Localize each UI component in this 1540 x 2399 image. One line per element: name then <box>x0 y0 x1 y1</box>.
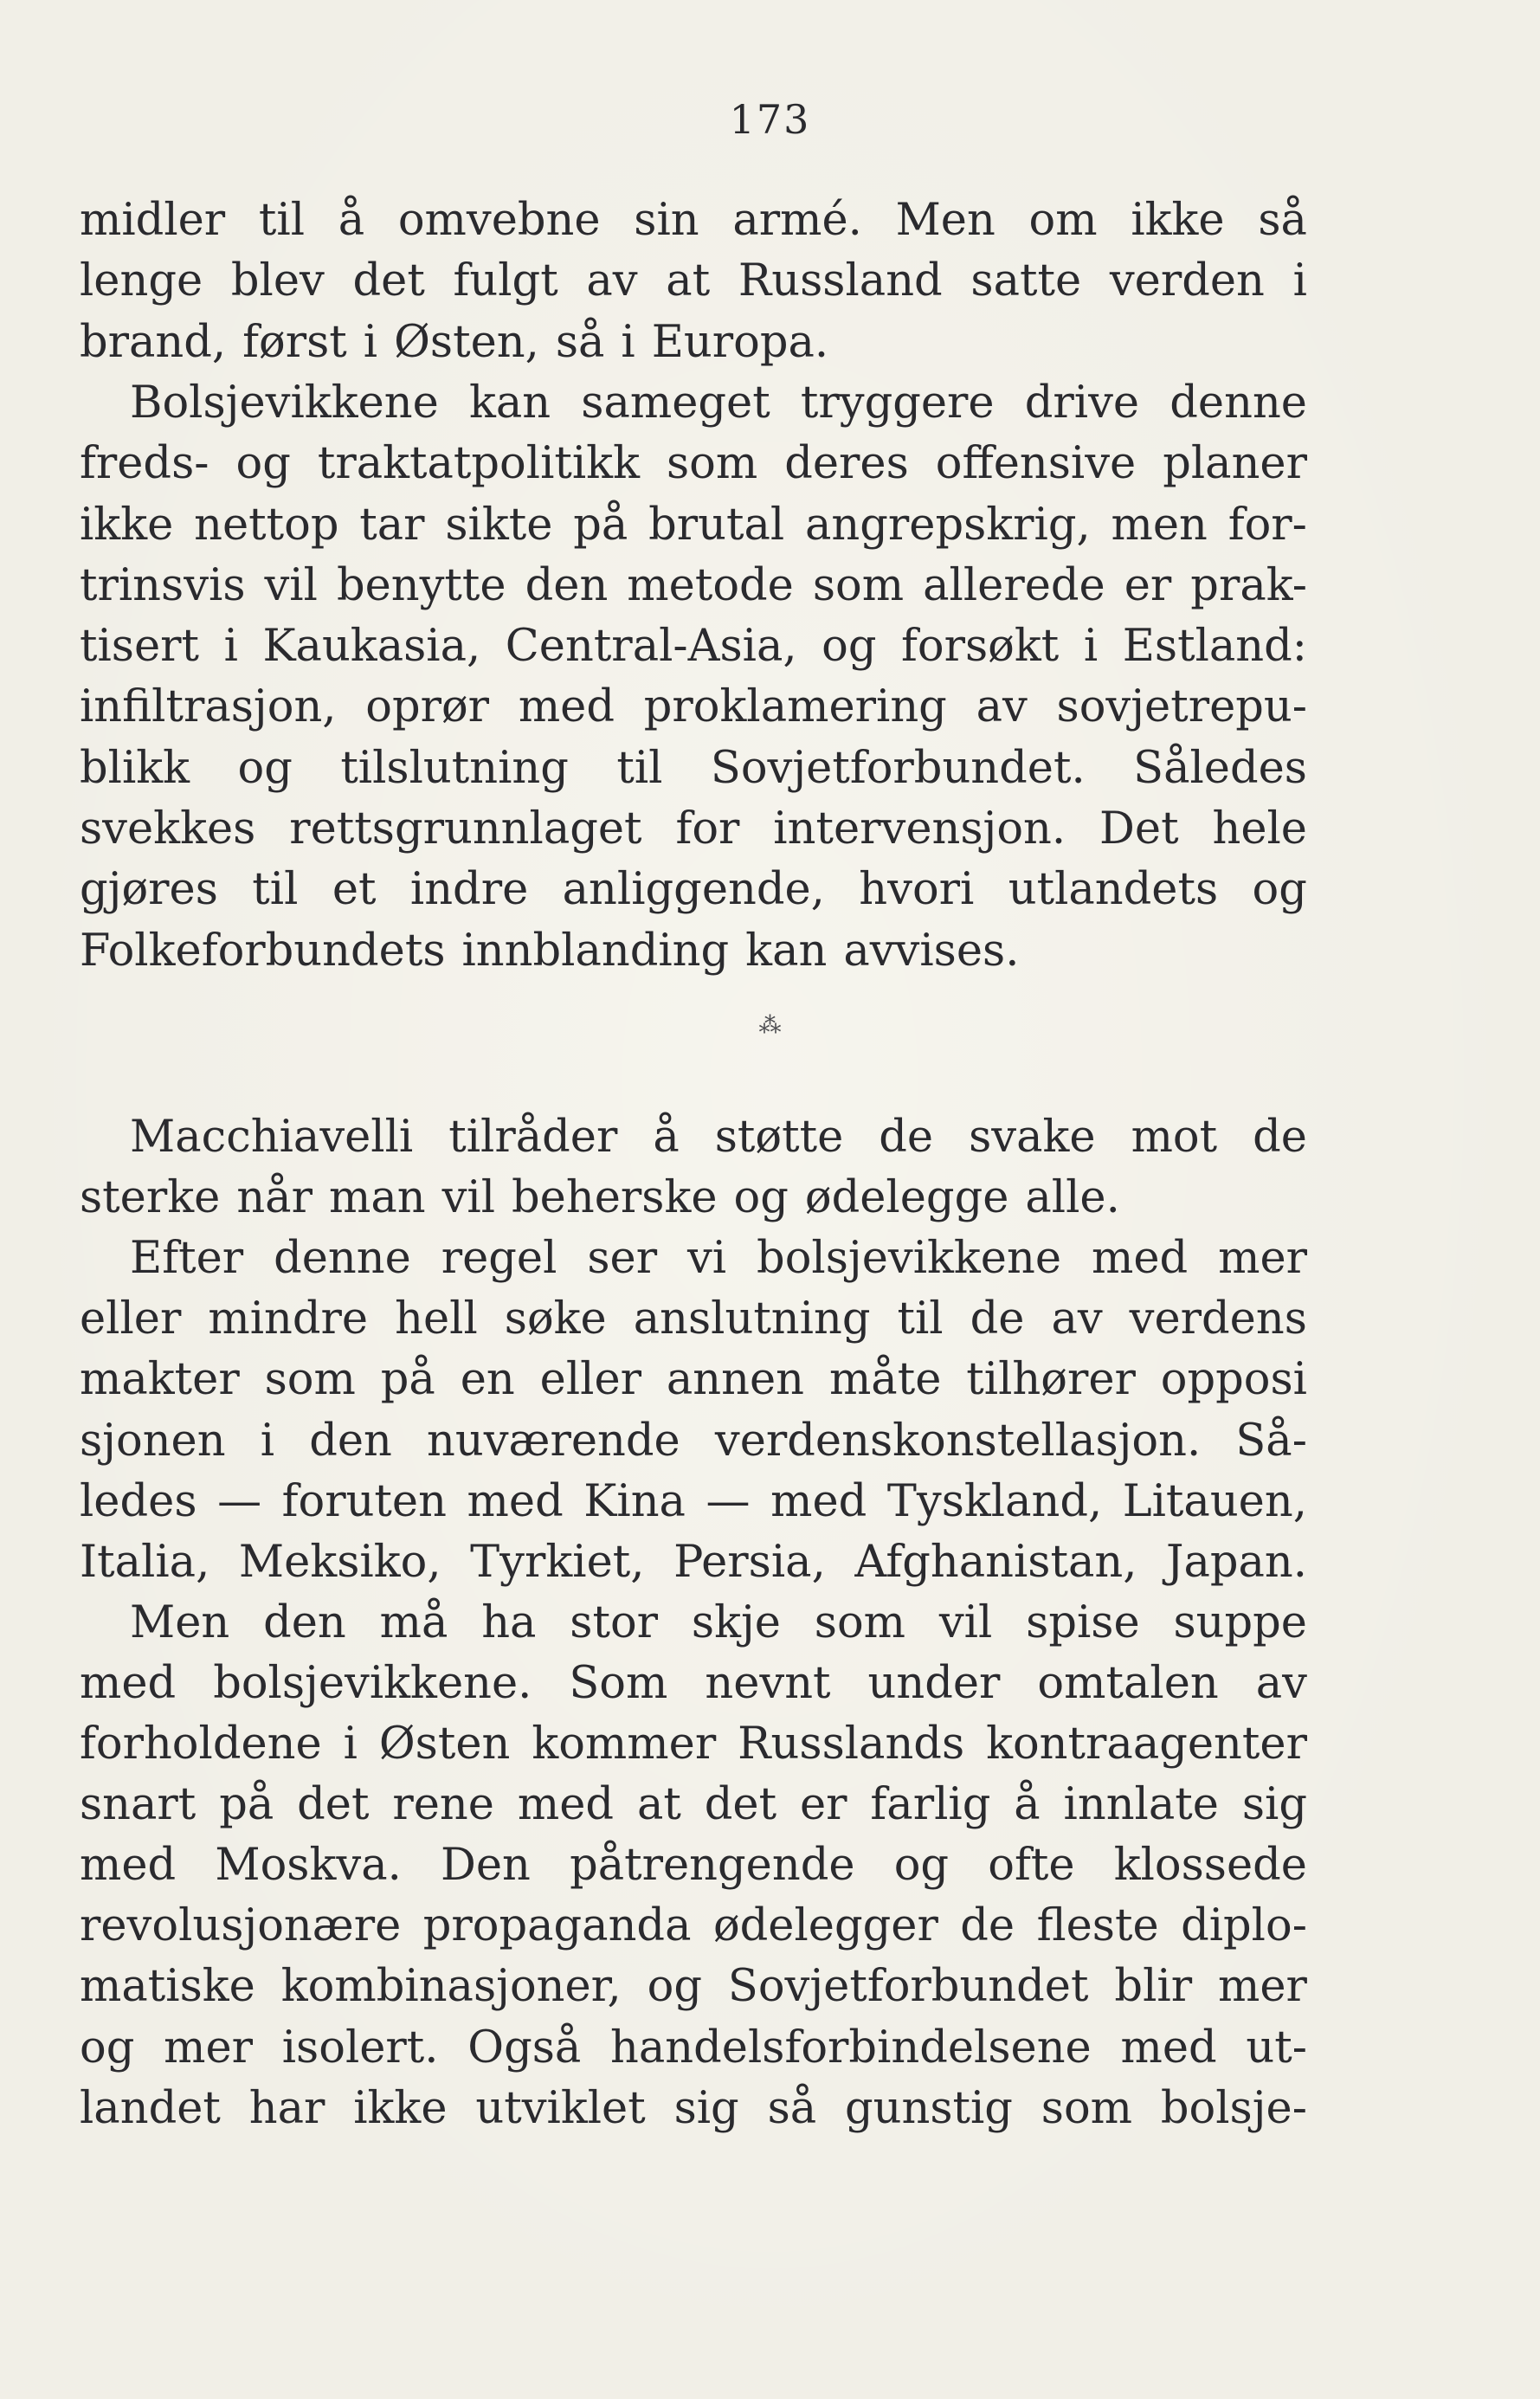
text-line: og mer isolert. Også handelsforbindelsene med ut- <box>80 2022 1307 2073</box>
text-line: Bolsjevikkene kan sameget tryggere drive denne <box>130 377 1307 429</box>
text-line: makter som på en eller annen måte tilhører opposi <box>80 1354 1307 1406</box>
text-line: brand, først i Østen, så i Europa. <box>80 316 829 368</box>
text-line: tisert i Kaukasia, Central-Asia, og forsøkt i Estland: <box>80 621 1307 673</box>
text-line: ledes — foruten med Kina — med Tyskland, Litauen, <box>80 1475 1307 1527</box>
text-line: lenge blev det fulgt av at Russland satte verden i <box>80 255 1307 307</box>
text-line: Folkeforbundets innblanding kan avvises. <box>80 925 1020 977</box>
text-line: sjonen i den nuværende verdenskonstellasjon. Så- <box>80 1415 1307 1467</box>
text-line: eller mindre hell søke anslutning til de av verdens <box>80 1293 1307 1345</box>
page-number: 173 <box>729 96 811 143</box>
text-line: trinsvis vil benytte den metode som allerede er prak- <box>80 559 1307 611</box>
text-line: matiske kombinasjoner, og Sovjetforbundet blir mer <box>80 1961 1307 2013</box>
text-line: Efter denne regel ser vi bolsjevikkene med mer <box>130 1233 1307 1285</box>
text-line: freds- og traktatpolitikk som deres offensive planer <box>80 438 1307 490</box>
text-line: snart på det rene med at det er farlig å innlate sig <box>80 1779 1307 1831</box>
text-line: infiltrasjon, oprør med proklamering av sovjetrepu- <box>80 681 1307 733</box>
text-line: landet har ikke utviklet sig så gunstig som bolsje- <box>80 2082 1307 2134</box>
text-line: revolusjonære propaganda ødelegger de fleste diplo- <box>80 1900 1307 1952</box>
text-line: med bolsjevikkene. Som nevnt under omtalen av <box>80 1657 1307 1709</box>
text-line: svekkes rettsgrunnlaget for intervensjon. Det hele <box>80 803 1307 854</box>
text-line: sterke når man vil beherske og ødelegge alle. <box>80 1172 1120 1224</box>
text-line: forholdene i Østen kommer Russlands kontraagenter <box>80 1719 1307 1770</box>
text-line: Men den må ha stor skje som vil spise suppe <box>130 1596 1307 1648</box>
section-separator: ⁂ <box>758 1013 782 1039</box>
text-line: Italia, Meksiko, Tyrkiet, Persia, Afghanistan, Japan. <box>80 1536 1307 1588</box>
text-line: blikk og tilslutning til Sovjetforbundet. Således <box>80 742 1307 794</box>
text-line: gjøres til et indre anliggende, hvori utlandets og <box>80 864 1307 916</box>
text-line: ikke nettop tar sikte på brutal angrepskrig, men for- <box>80 499 1307 551</box>
text-line: med Moskva. Den påtrengende og ofte klossede <box>80 1840 1307 1892</box>
text-line: midler til å omvebne sin armé. Men om ikke så <box>80 195 1307 246</box>
text-line: Macchiavelli tilråder å støtte de svake mot de <box>130 1112 1307 1163</box>
